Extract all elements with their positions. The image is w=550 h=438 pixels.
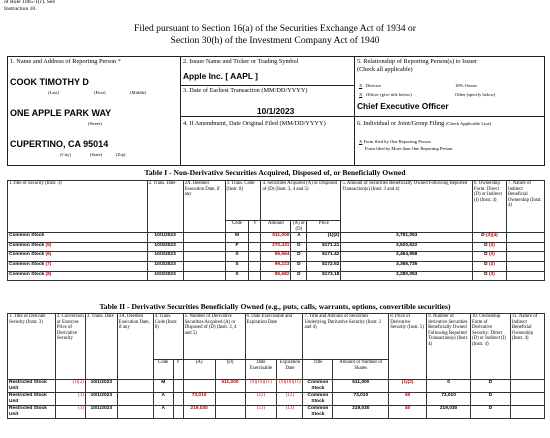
trans-date: 10/3/2023 bbox=[147, 261, 183, 271]
amount: 55,664 bbox=[261, 252, 291, 262]
price: $171.42 bbox=[307, 252, 341, 262]
deemed-date bbox=[183, 261, 225, 271]
security-title: Common Stock bbox=[9, 261, 45, 267]
reporting-person-box bbox=[7, 56, 181, 166]
relationship-box bbox=[354, 56, 545, 117]
ownership-form: D bbox=[484, 261, 488, 267]
derivative-title: Restricted Stock Unit bbox=[8, 380, 56, 393]
t2-sub-exer: Date Exercisable bbox=[245, 360, 277, 380]
t1-title-cell bbox=[8, 261, 148, 271]
owned-following: 3,520,622 bbox=[341, 242, 473, 252]
amount: 99,223 bbox=[261, 261, 291, 271]
t1-sub-amount: Amount bbox=[261, 221, 291, 233]
underlying-title: Common Stock bbox=[303, 393, 333, 406]
t1-title-cell bbox=[8, 252, 148, 262]
underlying-amount: 73,010 bbox=[333, 393, 389, 406]
footnote-link[interactable]: (7) bbox=[45, 261, 52, 267]
other-option[interactable] bbox=[455, 92, 495, 98]
t2-h5: 5. Number of Derivative Securities Acquired (A) or Disposed of (D) (Instr. 3, 4 and 5) bbox=[183, 314, 245, 360]
box4-label: 4. If Amendment, Date Original Filed (MM/DD/YYYY) bbox=[183, 120, 326, 127]
a-or-d: D bbox=[291, 252, 307, 262]
form-footnote-link[interactable]: (3) bbox=[488, 261, 495, 267]
sub-zip: (Zip) bbox=[116, 152, 126, 157]
street-address: ONE APPLE PARK WAY bbox=[10, 108, 112, 118]
v-cell bbox=[173, 406, 183, 419]
issuer-name[interactable]: Apple Inc. [ AAPL ] bbox=[183, 71, 258, 81]
expiration-date[interactable]: (12) bbox=[277, 393, 303, 406]
a-or-d: D bbox=[291, 271, 307, 281]
owned-following: 3,791,053 bbox=[341, 233, 473, 243]
v-cell bbox=[173, 393, 183, 406]
price: $171.21 bbox=[307, 242, 341, 252]
trans-code: M bbox=[225, 233, 249, 243]
amount: 85,682 bbox=[261, 271, 291, 281]
amount: 270,431 bbox=[261, 242, 291, 252]
table1-row bbox=[8, 261, 545, 271]
deemed-date bbox=[117, 406, 153, 419]
box1-label-mark: * bbox=[117, 58, 121, 65]
underlying-amount: 511,000 bbox=[333, 380, 389, 393]
price: (1)(2) bbox=[307, 233, 341, 243]
trans-date: 10/1/2023 bbox=[85, 380, 117, 393]
a-or-d: A bbox=[291, 233, 307, 243]
security-title: Common Stock bbox=[9, 242, 45, 248]
box6-label-wrap bbox=[357, 120, 491, 128]
ownership-form-cell bbox=[473, 242, 507, 252]
t2-sub-amount: Amount or Number of Shares bbox=[333, 360, 389, 380]
t1-h7: 7. Nature of Indirect Beneficial Ownership (Instr. 4) bbox=[506, 181, 544, 233]
trans-code: A bbox=[153, 406, 173, 419]
box3-label: 3. Date of Earliest Transaction (MM/DD/YYYY) bbox=[183, 87, 308, 94]
owned-following: 3,280,053 bbox=[341, 271, 473, 281]
security-title: Common Stock bbox=[9, 233, 45, 239]
table2-row bbox=[8, 380, 545, 393]
conversion-price[interactable]: (1)(2) bbox=[55, 380, 85, 393]
derivative-price: (1)(2) bbox=[389, 380, 427, 393]
box2-label: 2. Issuer Name and Ticker or Trading Symbol bbox=[183, 58, 299, 65]
underlying-amount: 219,030 bbox=[333, 406, 389, 419]
trans-date: 10/3/2023 bbox=[147, 242, 183, 252]
filed-pursuant bbox=[0, 23, 550, 46]
director-label: Director bbox=[365, 83, 382, 88]
footnote-link[interactable]: (8) bbox=[45, 271, 52, 277]
deemed-date bbox=[183, 252, 225, 262]
amendment-box bbox=[180, 116, 355, 166]
t2-h8: 8. Price of Derivative Security (Instr. 5) bbox=[389, 314, 427, 380]
table1-row bbox=[8, 242, 545, 252]
t2-h9: 9. Number of derivative Securities Beneficially Owned Following Reported Transaction(s) (Instr. 4) bbox=[427, 314, 471, 380]
deemed-date bbox=[117, 380, 153, 393]
sub-city: (City) bbox=[60, 152, 71, 157]
derivative-price: $0 bbox=[389, 406, 427, 419]
nature-indirect bbox=[506, 252, 544, 262]
nature-indirect bbox=[510, 393, 544, 406]
derivative-title: Restricted Stock Unit bbox=[8, 406, 56, 419]
sub-first: (First) bbox=[94, 90, 106, 95]
v-cell bbox=[249, 242, 261, 252]
one-person-check: X bbox=[359, 139, 363, 144]
underlying-title: Common Stock bbox=[303, 406, 333, 419]
t1-sub-price: Price bbox=[307, 221, 341, 233]
v-cell bbox=[249, 271, 261, 281]
ownership-form: D bbox=[484, 271, 488, 277]
nature-indirect bbox=[506, 242, 544, 252]
disposed-d bbox=[215, 393, 245, 406]
derivative-form: D bbox=[471, 380, 511, 393]
t2-h10: 10. Ownership Form of Derivative Security: Direct (D) or Indirect (I) (Instr. 4) bbox=[471, 314, 511, 380]
date-exercisable[interactable]: (12) bbox=[245, 393, 277, 406]
box6-label-sub: (Check Applicable Line) bbox=[445, 121, 492, 126]
sub-street: (Street) bbox=[88, 121, 102, 126]
table2-row bbox=[8, 393, 545, 406]
v-cell bbox=[249, 261, 261, 271]
t2-h1: 1. Title of Derivate Security (Instr. 3) bbox=[8, 314, 56, 380]
security-title: Common Stock bbox=[9, 271, 45, 277]
v-cell bbox=[173, 380, 183, 393]
sub-middle: (Middle) bbox=[130, 90, 147, 95]
officer-option[interactable] bbox=[359, 92, 412, 98]
officer-title: Chief Executive Officer bbox=[357, 101, 449, 111]
trans-date: 10/1/2023 bbox=[85, 393, 117, 406]
t2-sub-exp: Expiration Date bbox=[277, 360, 303, 380]
t1-h6: 6. Ownership Form: Direct (D) or Indirect (I) (Instr. 4) bbox=[473, 181, 507, 233]
t1-title-cell bbox=[8, 233, 148, 243]
box6-label: 6. Individual or Joint/Group Filing bbox=[357, 120, 445, 127]
t1-h2a: 2A. Deemed Execution Date, if any bbox=[183, 181, 225, 233]
earliest-transaction-date: 10/1/2023 bbox=[257, 106, 295, 116]
owned-following: 3,464,958 bbox=[341, 252, 473, 262]
trans-code: F bbox=[225, 242, 249, 252]
owner10-option[interactable] bbox=[455, 83, 477, 89]
other-label: Other (specify below) bbox=[455, 92, 496, 97]
t2-h3a: 3A. Deemed Execution Date, if any bbox=[117, 314, 153, 380]
t1-title-cell bbox=[8, 271, 148, 281]
sub-last: (Last) bbox=[48, 90, 59, 95]
officer-check: X bbox=[359, 92, 363, 97]
deemed-date bbox=[183, 242, 225, 252]
one-person-option[interactable] bbox=[359, 139, 431, 145]
derivative-owned: 0 bbox=[427, 380, 471, 393]
one-person-label: Form filed by One Reporting Person bbox=[363, 139, 431, 144]
nature-indirect bbox=[510, 406, 544, 419]
derivative-owned: 219,030 bbox=[427, 406, 471, 419]
footnote-link[interactable]: (5) bbox=[45, 242, 52, 248]
ownership-form-cell bbox=[473, 261, 507, 271]
trans-code: S bbox=[225, 271, 249, 281]
trans-date: 10/3/2023 bbox=[147, 252, 183, 262]
t2-h6: 6. Date Exercisable and Expiration Date bbox=[245, 314, 303, 360]
trans-date: 10/3/2023 bbox=[147, 271, 183, 281]
t1-h1: 1.Title of Security (Instr. 3) bbox=[8, 181, 148, 233]
conversion-price[interactable]: (1) bbox=[55, 393, 85, 406]
header-line2: Instruction 10. bbox=[4, 6, 37, 12]
disposed-d: 511,000 bbox=[215, 380, 245, 393]
derivative-title: Restricted Stock Unit bbox=[8, 393, 56, 406]
ownership-form: D bbox=[481, 233, 485, 239]
t2-sub-title: Title bbox=[303, 360, 333, 380]
t2-sub-a: (A) bbox=[183, 360, 215, 380]
table1-row bbox=[8, 233, 545, 243]
t2-sub-v: V bbox=[173, 360, 183, 380]
derivative-price: $0 bbox=[389, 393, 427, 406]
ownership-form-cell bbox=[473, 271, 507, 281]
table2 bbox=[7, 313, 545, 419]
nature-indirect bbox=[510, 380, 544, 393]
t2-h4: 4. Trans. Code (Instr. 8) bbox=[153, 314, 183, 360]
t1-title-cell bbox=[8, 242, 148, 252]
footnote-link[interactable]: (6) bbox=[45, 252, 52, 258]
trans-date: 10/1/2023 bbox=[85, 406, 117, 419]
trans-code: A bbox=[153, 393, 173, 406]
t2-h3: 3. Trans. Date bbox=[85, 314, 117, 380]
date-exercisable[interactable]: (9)(10)(11) bbox=[245, 380, 277, 393]
nature-indirect bbox=[506, 233, 544, 243]
v-cell bbox=[249, 233, 261, 243]
acquired-a: 219,030 bbox=[183, 406, 215, 419]
form-footnote-link[interactable]: (3) bbox=[488, 242, 495, 248]
deemed-date bbox=[183, 233, 225, 243]
a-or-d: D bbox=[291, 242, 307, 252]
acquired-a: 73,010 bbox=[183, 393, 215, 406]
city-state-zip: CUPERTINO, CA 95014 bbox=[10, 139, 109, 149]
security-title: Common Stock bbox=[9, 252, 45, 258]
t1-h4: 4. Securities Acquired (A) or Disposed of (D) (Instr. 3, 4 and 5) bbox=[261, 181, 341, 221]
t2-h11: 11. Nature of Indirect Beneficial Ownership (Instr. 4) bbox=[510, 314, 544, 380]
trans-date: 10/1/2023 bbox=[147, 233, 183, 243]
issuer-box bbox=[180, 56, 355, 86]
v-cell bbox=[249, 252, 261, 262]
t2-sub-d: (D) bbox=[215, 360, 245, 380]
trans-code: M bbox=[153, 380, 173, 393]
nature-indirect bbox=[506, 261, 544, 271]
form-header bbox=[4, 0, 55, 13]
owned-following: 3,365,735 bbox=[341, 261, 473, 271]
table2-row bbox=[8, 406, 545, 419]
form-footnote-link[interactable]: (3)(4) bbox=[486, 233, 498, 239]
filing-box bbox=[354, 116, 545, 166]
deemed-date bbox=[117, 393, 153, 406]
disposed-d bbox=[215, 406, 245, 419]
price: $172.52 bbox=[307, 261, 341, 271]
ownership-form-cell bbox=[473, 233, 507, 243]
table1-row bbox=[8, 271, 545, 281]
date-exercisable[interactable]: (13) bbox=[245, 406, 277, 419]
box5-label: 5. Relationship of Reporting Person(s) to Issuer bbox=[357, 58, 478, 65]
nature-indirect bbox=[506, 271, 544, 281]
t1-h3: 3. Trans. Code (Instr. 8) bbox=[225, 181, 261, 221]
underlying-title: Common Stock bbox=[303, 380, 333, 393]
derivative-form: D bbox=[471, 393, 511, 406]
table1-title: Table I - Non-Derivative Securities Acquired, Disposed of, or Beneficially Owned bbox=[144, 168, 406, 177]
t2-sub-code: Code bbox=[153, 360, 173, 380]
acquired-a bbox=[183, 380, 215, 393]
earliest-transaction-box bbox=[180, 85, 355, 117]
ownership-form-cell bbox=[473, 252, 507, 262]
trans-code: S bbox=[225, 252, 249, 262]
filed-line2: Section 30(h) of the Investment Company Act of 1940 bbox=[170, 34, 380, 46]
header-line1: of Rule 10b5-1(c). See bbox=[4, 0, 55, 5]
deemed-date bbox=[183, 271, 225, 281]
t1-sub-v: V bbox=[249, 221, 261, 233]
reporting-person-name[interactable]: COOK TIMOTHY D bbox=[10, 77, 89, 87]
t2-h2: 2. Conversion or Exercise Price of Derivative Security bbox=[55, 314, 85, 380]
t1-h5: 5. Amount of Securities Beneficially Owned Following Reported Transaction(s) (Instr. 3 and 4) bbox=[341, 181, 473, 233]
a-or-d: D bbox=[291, 261, 307, 271]
director-option[interactable] bbox=[359, 83, 381, 89]
conversion-price[interactable]: (1) bbox=[55, 406, 85, 419]
table2-title: Table II - Derivative Securities Beneficially Owned (e.g., puts, calls, warrants, options, convertible securities) bbox=[99, 302, 451, 311]
box5-sub: (Check all applicable) bbox=[357, 66, 413, 73]
t2-h7: 7. Title and Amount of Securities Underlying Derivative Security (Instr. 3 and 4) bbox=[303, 314, 389, 360]
derivative-form: D bbox=[471, 406, 511, 419]
table1-row bbox=[8, 252, 545, 262]
t1-sub-code: Code bbox=[225, 221, 249, 233]
more-person-label: Form filed by More than One Reporting Person bbox=[365, 146, 453, 151]
ownership-form: D bbox=[484, 242, 488, 248]
amount: 511,000 bbox=[261, 233, 291, 243]
owner10-label: 10% Owner bbox=[455, 83, 478, 88]
derivative-owned: 73,010 bbox=[427, 393, 471, 406]
table1 bbox=[7, 180, 545, 281]
officer-label: Officer (give title below) bbox=[365, 92, 412, 97]
trans-code: S bbox=[225, 261, 249, 271]
price: $173.18 bbox=[307, 271, 341, 281]
director-check: X bbox=[359, 83, 363, 88]
box1-label: 1. Name and Address of Reporting Person bbox=[10, 58, 117, 65]
form-footnote-link[interactable]: (3) bbox=[488, 271, 495, 277]
expiration-date[interactable]: (9)(10)(11) bbox=[277, 380, 303, 393]
sub-state: (State) bbox=[90, 152, 103, 157]
t1-sub-aord: (A) or (D) bbox=[291, 221, 307, 233]
expiration-date[interactable]: (13) bbox=[277, 406, 303, 419]
t1-h2: 2. Trans. Date bbox=[147, 181, 183, 233]
more-person-option[interactable] bbox=[365, 146, 452, 152]
form-footnote-link[interactable]: (3) bbox=[488, 252, 495, 258]
ownership-form: D bbox=[484, 252, 488, 258]
filed-line1: Filed pursuant to Section 16(a) of the Securities Exchange Act of 1934 or bbox=[134, 23, 416, 34]
